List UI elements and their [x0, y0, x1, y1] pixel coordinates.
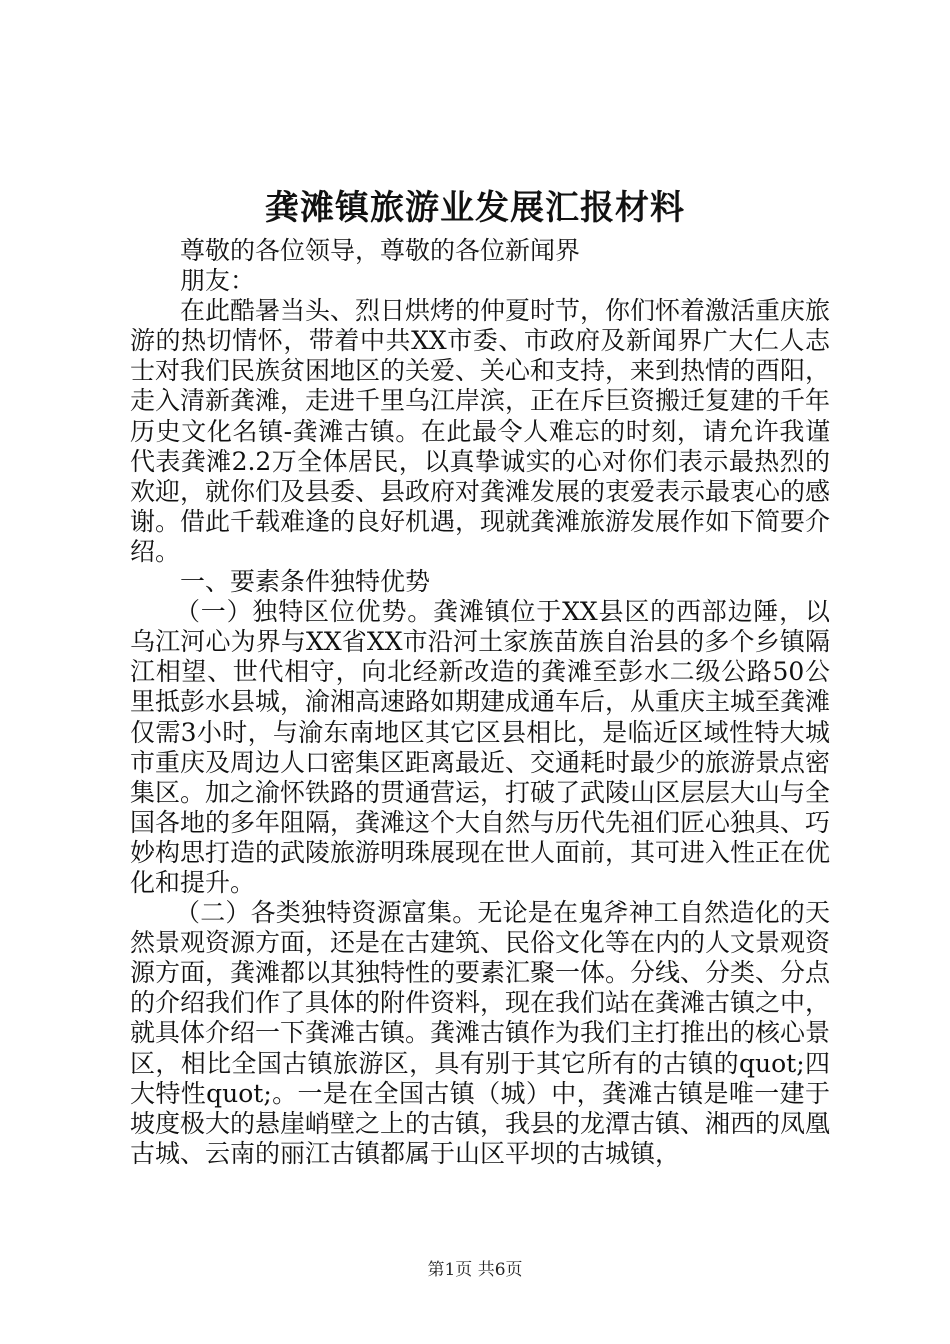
- document-title: 龚滩镇旅游业发展汇报材料: [265, 188, 685, 228]
- page-number: 第1页 共6页: [427, 1260, 523, 1280]
- paragraph-location: （一）独特区位优势。龚滩镇位于XX县区的西部边陲，以乌江河心为界与XX省XX市沿河土家族苗族自治县的多个乡镇隔江相望、世代相守，向北经新改造的龚滩至彭水二级公路50公里抵彭水县城，渝湘高速路如期建成通车后，从重庆主城至龚滩仅需3小时，与渝东南地区其它区县相比，是临近区域性特大城市重庆及周边人口密集区距离最近、交通耗时最少的旅游景点密集区。加之渝怀铁路的贯通营运，打破了武陵山区层层大山与全国各地的多年阻隔，龚滩这个大自然与历代先祖们匠心独具、巧妙构思打造的武陵旅游明珠展现在世人面前，其可进入性正在优化和提升。: [130, 597, 831, 897]
- paragraph-resources: （二）各类独特资源富集。无论是在鬼斧神工自然造化的天然景观资源方面，还是在古建筑、民俗文化等在内的人文景观资源方面，龚滩都以其独特性的要素汇聚一体。分线、分类、分点的介绍我们作了具体的附件资料，现在我们站在龚滩古镇之中，就具体介绍一下龚滩古镇。龚滩古镇作为我们主打推出的核心景区，相比全国古镇旅游区，具有别于其它所有的古镇的quot;四大特性quot;。一是在全国古镇（城）中，龚滩古镇是唯一建于坡度极大的悬崖峭壁之上的古镇，我县的龙潭古镇、湘西的凤凰古城、云南的丽江古镇都属于山区平坝的古城镇，: [130, 898, 831, 1168]
- document-body: [130, 236, 830, 1169]
- greeting-line: 朋友：: [180, 266, 256, 296]
- paragraph-intro: 在此酷暑当头、烈日烘烤的仲夏时节，你们怀着激活重庆旅游的热切情怀，带着中共XX市委、市政府及新闻界广大仁人志士对我们民族贫困地区的关爱、关心和支持，来到热情的酉阳，走入清新龚滩，走进千里乌江岸滨，正在斥巨资搬迁复建的千年历史文化名镇-龚滩古镇。在此最令人难忘的时刻，请允许我谨代表龚滩2.2万全体居民，以真挚诚实的心对你们表示最热烈的欢迎，就你们及县委、县政府对龚滩发展的衷爱表示最衷心的感谢。借此千载难逢的良好机遇，现就龚滩旅游发展作如下简要介绍。: [130, 296, 831, 566]
- section-heading: 一、要素条件独特优势: [180, 567, 431, 597]
- greeting-line: 尊敬的各位领导，尊敬的各位新闻界: [180, 236, 581, 265]
